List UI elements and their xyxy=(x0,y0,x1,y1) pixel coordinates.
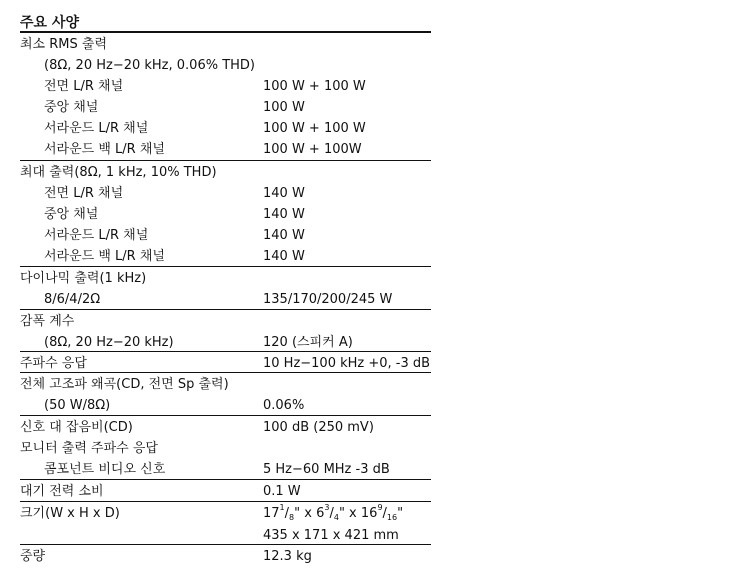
spec-sublabel: 서라운드 L/R 채널 xyxy=(44,228,149,243)
spec-value: 100 W xyxy=(263,100,305,115)
spec-label: 다이나믹 출력(1 kHz) xyxy=(20,271,147,286)
spec-label: 최소 RMS 출력 xyxy=(20,37,107,52)
spec-label: 대기 전력 소비 xyxy=(20,484,104,499)
spec-value: 140 W xyxy=(263,186,305,201)
spec-value: 435 x 171 x 421 mm xyxy=(263,528,399,543)
page-title: 주요 사양 xyxy=(20,15,79,31)
separator: x xyxy=(344,506,361,521)
spec-sublabel: 서라운드 L/R 채널 xyxy=(44,121,149,136)
spec-value: 135/170/200/245 W xyxy=(263,292,393,307)
spec-sublabel: 전면 L/R 채널 xyxy=(44,79,124,94)
spec-sublabel: 서라운드 백 L/R 채널 xyxy=(44,249,165,264)
separator: x xyxy=(300,506,317,521)
depth-numerator: 9 xyxy=(377,503,383,512)
depth-whole: 16 xyxy=(360,506,378,521)
spec-sublabel: (8Ω, 20 Hz−20 kHz) xyxy=(44,335,174,350)
width-denominator: 8 xyxy=(289,513,295,522)
spec-sublabel: 서라운드 백 L/R 채널 xyxy=(44,142,165,157)
spec-sublabel: (8Ω, 20 Hz−20 kHz, 0.06% THD) xyxy=(44,58,256,73)
height-whole: 6 xyxy=(316,506,325,521)
spec-label: 중량 xyxy=(20,549,46,564)
row-divider xyxy=(20,415,431,416)
height-numerator: 3 xyxy=(324,503,330,512)
spec-label: 전체 고조파 왜곡(CD, 전면 Sp 출력) xyxy=(20,377,229,392)
row-divider xyxy=(20,501,431,502)
spec-sublabel: 전면 L/R 채널 xyxy=(44,186,124,201)
spec-label: 감폭 계수 xyxy=(20,314,75,329)
width-whole: 17 xyxy=(263,506,280,521)
spec-value: 0.1 W xyxy=(263,484,301,499)
spec-value: 100 dB (250 mV) xyxy=(263,420,374,435)
spec-label: 최대 출력(8Ω, 1 kHz, 10% THD) xyxy=(20,165,217,180)
title-divider xyxy=(20,31,431,33)
row-divider xyxy=(20,479,431,480)
row-divider xyxy=(20,309,431,310)
spec-label: 신호 대 잡음비(CD) xyxy=(20,420,133,435)
spec-sublabel: 콤포넌트 비디오 신호 xyxy=(44,462,166,477)
depth-denominator: 16 xyxy=(386,513,398,522)
spec-value: 140 W xyxy=(263,228,305,243)
spec-value: 100 W + 100 W xyxy=(263,121,366,136)
row-divider xyxy=(20,266,431,267)
height-denominator: 4 xyxy=(333,513,339,522)
width-numerator: 1 xyxy=(279,503,285,512)
spec-label: 크기(W x H x D) xyxy=(20,506,120,521)
spec-label: 모니터 출력 주파수 응답 xyxy=(20,441,158,456)
row-divider xyxy=(20,544,431,545)
spec-sublabel: 중앙 채널 xyxy=(44,207,99,222)
spec-value: 10 Hz−100 kHz +0, -3 dB xyxy=(263,356,431,371)
spec-label: 주파수 응답 xyxy=(20,356,87,371)
spec-sublabel: 중앙 채널 xyxy=(44,100,99,115)
spec-value: 140 W xyxy=(263,207,305,222)
row-divider xyxy=(20,372,431,373)
spec-value: 100 W + 100 W xyxy=(263,79,366,94)
spec-sublabel: (50 W/8Ω) xyxy=(44,398,111,413)
spec-value: 100 W + 100W xyxy=(263,142,362,157)
spec-value: 140 W xyxy=(263,249,305,264)
spec-value: 120 (스피커 A) xyxy=(263,335,353,350)
row-divider xyxy=(20,351,431,352)
dimensions-inch-value: $17^1/_8$" x $6^3/_4$" x $16^9/_{16}$" xyxy=(263,503,404,522)
spec-sublabel: 8/6/4/2Ω xyxy=(44,292,101,307)
spec-value: 12.3 kg xyxy=(263,549,312,564)
spec-value: 5 Hz−60 MHz -3 dB xyxy=(263,462,390,477)
spec-value: 0.06% xyxy=(263,398,305,413)
row-divider xyxy=(20,160,431,161)
